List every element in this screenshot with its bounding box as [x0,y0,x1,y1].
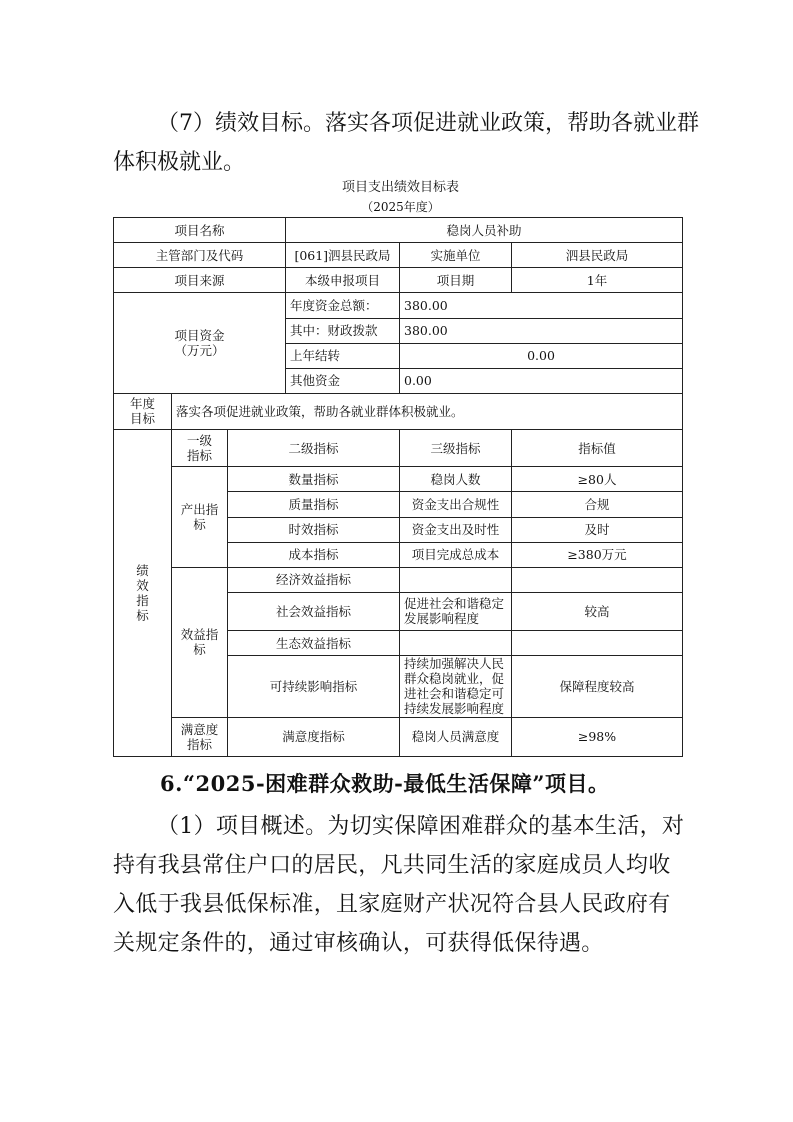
benefit-value: 保障程度较高 [512,656,683,717]
output-l2: 时效指标 [228,517,400,542]
period-value: 1年 [512,268,683,293]
annual-goal-label [114,393,172,429]
satisfaction-indicator-label: 满意度指标 [172,717,228,756]
table-row [114,567,683,592]
perf-label-char: 标 [136,608,149,624]
table-row [114,393,683,429]
source-value: 本级申报项目 [286,268,400,293]
header-value: 指标值 [512,430,683,467]
header-level2: 二级指标 [228,430,400,467]
funds-unit: （万元） [174,343,225,359]
benefit-l3: 促进社会和谐稳定发展影响程度 [400,592,512,630]
benefit-l2: 经济效益指标 [228,567,400,592]
benefit-l3: 持续加强解决人民群众稳岗就业，促进社会和谐稳定可持续发展影响程度 [400,656,512,717]
benefit-l3 [400,631,512,656]
project-name-label: 项目名称 [114,218,286,243]
table-row [114,293,683,318]
performance-table [113,217,683,757]
output-l2: 数量指标 [228,467,400,492]
header-level1 [172,430,228,467]
benefit-l2: 可持续影响指标 [228,656,400,717]
perf-label-char: 指 [136,593,149,609]
annual-total-label: 年度资金总额： [286,293,400,318]
carryover-value: 0.00 [400,343,683,368]
other-value: 0.00 [400,368,683,393]
impl-label: 实施单位 [400,243,512,268]
benefit-value: 较高 [512,592,683,630]
benefit-value [512,567,683,592]
perf-label-char: 绩 [136,563,149,579]
other-label: 其他资金 [286,368,400,393]
source-label: 项目来源 [114,268,286,293]
output-l2: 成本指标 [228,542,400,567]
annual-goal-label-2: 目标 [129,411,155,427]
funds-label [114,293,286,394]
table-row [114,467,683,492]
project-name-value: 稳岗人员补助 [286,218,683,243]
fiscal-label: 其中：财政拨款 [286,318,400,343]
header-level1-line1: 一级 [186,433,212,449]
benefit-value [512,631,683,656]
output-l3: 项目完成总成本 [400,542,512,567]
section-heading: 6.“2025-困难群众救助-最低生活保障”项目。 [160,771,610,796]
dept-label: 主管部门及代码 [114,243,286,268]
output-indicator-label: 产出指标 [172,467,228,568]
header-level3: 三级指标 [400,430,512,467]
table-row [114,218,683,243]
table-row [114,717,683,756]
satisfaction-l2: 满意度指标 [228,717,400,756]
output-l3: 资金支出合规性 [400,492,512,517]
perf-label-char: 效 [136,578,149,594]
output-value: 合规 [512,492,683,517]
table-year: （2025年度） [361,200,440,214]
table-title: 项目支出绩效目标表 [341,180,459,195]
intro-line-1: （7）绩效目标。落实各项促进就业政策，帮助各就业群 [157,111,699,136]
benefit-l2: 生态效益指标 [228,631,400,656]
benefit-l3 [400,567,512,592]
table-row [114,243,683,268]
dept-value: [061]泗县民政局 [286,243,400,268]
perf-indicator-label [114,430,172,757]
table-row [114,430,683,467]
output-l3: 稳岗人数 [400,467,512,492]
output-value: 及时 [512,517,683,542]
output-value: ≥80人 [512,467,683,492]
annual-goal-label-1: 年度 [129,396,155,412]
satisfaction-l3: 稳岗人员满意度 [400,717,512,756]
funds-label-text: 项目资金 [174,328,225,344]
table-row [114,268,683,293]
output-value: ≥380万元 [512,542,683,567]
benefit-indicator-label: 效益指标 [172,567,228,717]
impl-value: 泗县民政局 [512,243,683,268]
intro-line-2: 体积极就业。 [113,150,246,175]
annual-goal-text: 落实各项促进就业政策，帮助各就业群体积极就业。 [172,393,683,429]
output-l3: 资金支出及时性 [400,517,512,542]
section-paragraph: （1）项目概述。为切实保障困难群众的基本生活，对持有我县常住户口的居民，凡共同生活的家庭成员人均收入低于我县低保标准，且家庭财产状况符合县人民政府有关规定条件的，通过审核确认，可获得低保待遇。 [113,814,685,956]
fiscal-value: 380.00 [400,318,683,343]
carryover-label: 上年结转 [286,343,400,368]
period-label: 项目期 [400,268,512,293]
benefit-l2: 社会效益指标 [228,592,400,630]
satisfaction-value: ≥98% [512,717,683,756]
header-level1-line2: 指标 [186,448,212,464]
annual-total-value: 380.00 [400,293,683,318]
output-l2: 质量指标 [228,492,400,517]
